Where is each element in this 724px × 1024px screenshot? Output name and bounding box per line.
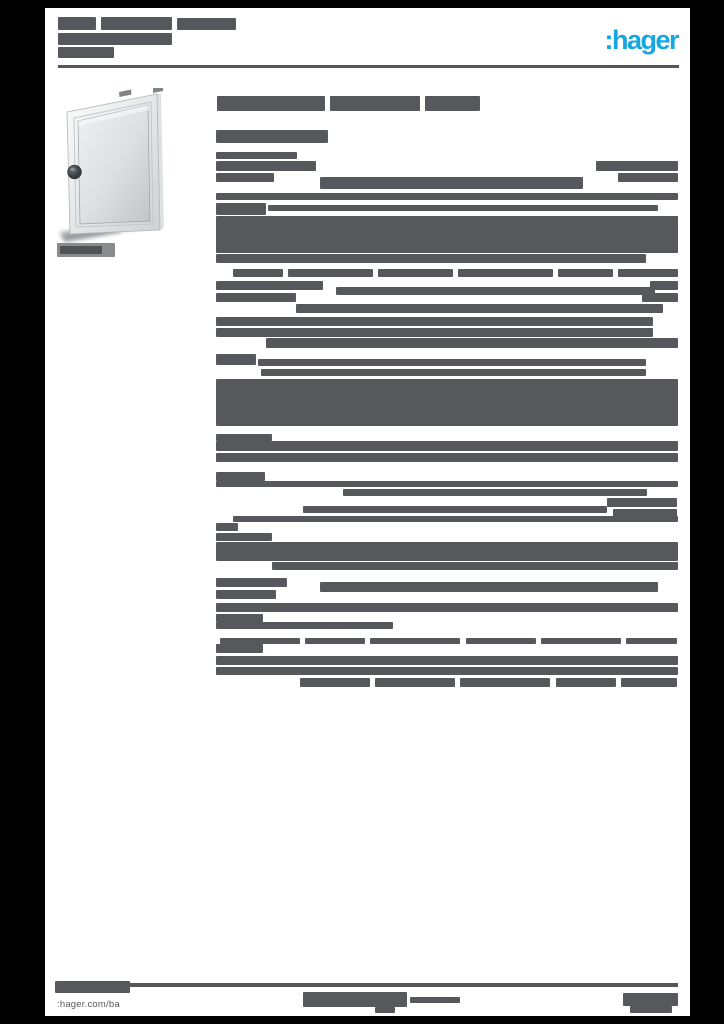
redacted-text-bar — [216, 533, 272, 541]
redacted-text-bar — [216, 441, 678, 451]
redacted-text-bar — [58, 33, 172, 45]
redacted-text-bar — [375, 678, 455, 687]
redacted-text-bar — [303, 992, 407, 1007]
redacted-text-bar — [258, 359, 646, 366]
redacted-text-bar — [58, 47, 114, 58]
redacted-text-bar — [216, 203, 266, 215]
redacted-text-bar — [410, 997, 460, 1003]
redacted-text-bar — [216, 523, 238, 531]
redacted-text-bar — [216, 254, 646, 263]
redacted-text-bar — [558, 269, 613, 277]
redacted-text-bar — [216, 354, 256, 365]
redacted-text-bar — [650, 281, 678, 290]
redacted-text-bar — [233, 516, 678, 522]
redacted-text-bar — [216, 161, 316, 171]
redacted-text-bar — [320, 177, 583, 189]
redacted-text-bar — [216, 152, 297, 159]
redacted-text-bar — [216, 667, 678, 675]
redacted-text-bar — [596, 161, 678, 171]
redacted-text-bar — [216, 614, 263, 622]
redacted-text-bar — [216, 379, 678, 426]
redacted-text-bar — [458, 269, 553, 277]
redacted-text-bar — [216, 481, 678, 487]
redacted-text-bar — [216, 293, 296, 302]
redacted-text-bar — [216, 328, 653, 337]
redacted-text-bar — [336, 287, 655, 295]
redacted-text-bar — [216, 644, 263, 653]
redacted-text-bar — [216, 472, 265, 481]
redacted-text-bar — [330, 96, 420, 111]
redacted-text-bar — [618, 269, 678, 277]
redacted-text-bar — [216, 622, 393, 629]
redacted-text-bar — [375, 1007, 395, 1013]
redacted-text-bar — [216, 603, 678, 612]
redacted-text-bar — [261, 369, 646, 376]
redacted-text-bar — [623, 993, 678, 1006]
redacted-text-bar — [296, 304, 663, 313]
redacted-text-bar — [216, 317, 653, 326]
redacted-text-bar — [216, 173, 274, 182]
redacted-text-bar — [305, 638, 365, 644]
redacted-text-bar — [216, 453, 678, 462]
redacted-text-bar — [300, 678, 370, 687]
redacted-text-bar — [216, 590, 276, 599]
redacted-text-bar — [60, 246, 102, 254]
redacted-text-bar — [621, 678, 677, 687]
redacted-text-bar — [303, 506, 607, 513]
redacted-text-bar — [460, 678, 550, 687]
redacted-text-bar — [216, 281, 323, 290]
redacted-text-bar — [618, 173, 678, 182]
redacted-text-bar — [216, 434, 272, 441]
redacted-text-bar — [541, 638, 621, 644]
redacted-text-bar — [216, 130, 328, 143]
redacted-text-bar — [607, 498, 677, 507]
redacted-text-bar — [320, 582, 658, 592]
redacted-text-bar — [58, 17, 96, 30]
footer-link-box — [55, 993, 180, 1015]
redacted-text-bar — [343, 489, 647, 496]
redacted-text-bar — [630, 1006, 672, 1013]
redacted-text-bar — [216, 542, 678, 561]
redacted-text-bar — [626, 638, 677, 644]
redacted-text-bar — [55, 981, 130, 993]
redacted-text-bar — [272, 562, 678, 570]
redacted-text-bar — [268, 205, 658, 211]
redacted-text-bar — [101, 17, 172, 30]
redacted-text-bar — [370, 638, 460, 644]
redacted-text-bar — [642, 293, 678, 302]
redacted-text-bar — [216, 216, 678, 253]
redacted-text-bar — [425, 96, 480, 111]
hager-logo: :hager — [604, 25, 678, 55]
redacted-text-bar — [217, 96, 325, 111]
footer-website-link[interactable]: :hager.com/ba — [57, 998, 120, 1010]
redacted-text-bar — [177, 18, 236, 30]
redacted-text-bar — [216, 656, 678, 665]
redacted-text-bar — [288, 269, 373, 277]
redacted-text-bar — [233, 269, 283, 277]
redacted-text-bar — [466, 638, 536, 644]
redacted-text-bar — [266, 338, 678, 348]
redacted-text-bar — [378, 269, 453, 277]
redacted-text-bar — [216, 578, 287, 587]
redacted-text-bar — [216, 193, 678, 200]
redacted-text-bar — [556, 678, 616, 687]
